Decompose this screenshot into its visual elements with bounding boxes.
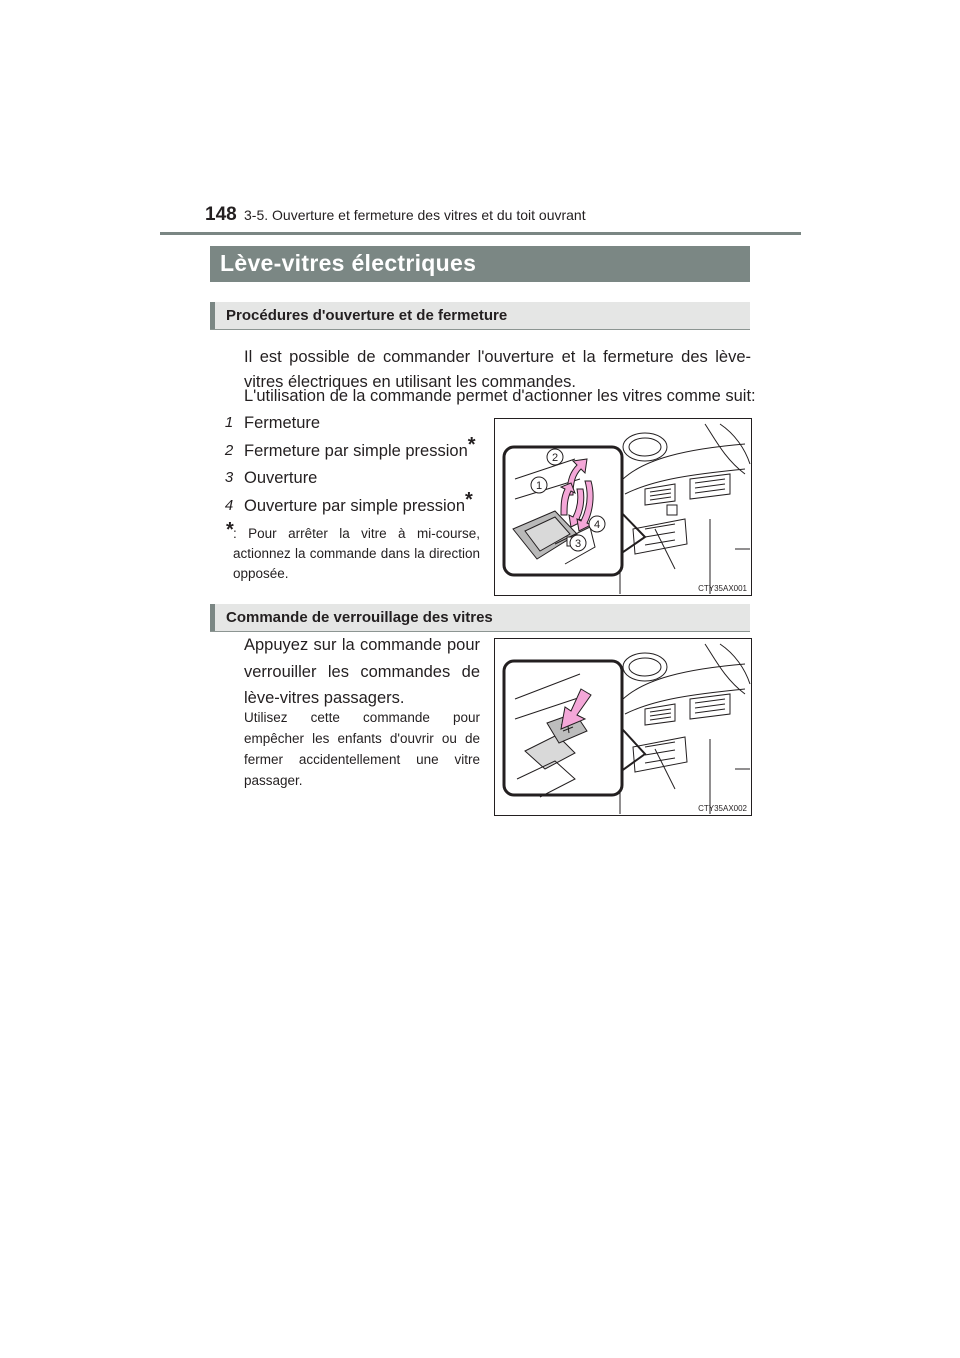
callout-2: 2 [551, 452, 559, 464]
lock-note: Utilisez cette commande pour empêcher les enfants d'ouvrir ou de fermer accidentellement une vitre passager. [244, 710, 480, 788]
step-star: * [467, 433, 476, 456]
step-star: * [465, 488, 473, 511]
figure-code: CTY35AX002 [698, 804, 747, 813]
subsection-title: Procédures d'ouverture et de fermeture [226, 307, 508, 324]
callout-1: 1 [535, 480, 543, 492]
footnote-star: * [226, 519, 234, 541]
window-lock-illustration [495, 639, 751, 815]
step-label: Fermeture [244, 414, 321, 432]
lock-paragraph: Appuyez sur la commande pour verrouiller les commandes de lève-vitres passagers. [244, 636, 480, 707]
step-number: 1 [224, 414, 234, 431]
subsection-title: Commande de verrouillage des vitres [226, 609, 493, 626]
intro-paragraph: Il est possible de commander l'ouverture et la fermeture des lève-vitres électriques en utilisant les commandes. [244, 348, 751, 391]
callout-3: 3 [574, 538, 582, 550]
step-number: 2 [224, 442, 234, 459]
figure-window-lock [494, 638, 752, 816]
subsection-header-open-close [210, 302, 750, 330]
step-label: Ouverture [244, 469, 318, 487]
step-number: 4 [224, 497, 234, 514]
subsection-header-window-lock [210, 604, 750, 632]
step-label: Ouverture par simple pression [244, 497, 466, 515]
header-rule [160, 232, 801, 235]
section-title-bar [210, 246, 750, 282]
footnote-text: : Pour arrêter la vitre à mi-course, actionnez la commande dans la direction opposée. [233, 526, 480, 581]
subsection-accent [210, 604, 215, 631]
intro-paragraph-2: L'utilisation de la commande permet d'actionner les vitres comme suit: [244, 387, 756, 405]
callout-4: 4 [593, 519, 601, 531]
step-label: Fermeture par simple pression [244, 442, 468, 460]
subsection-accent [210, 302, 215, 329]
section-title: Lève-vitres électriques [220, 250, 477, 276]
figure-code: CTY35AX001 [698, 584, 747, 593]
chapter-title: 3-5. Ouverture et fermeture des vitres et du toit ouvrant [244, 207, 586, 223]
page-number: 148 [205, 204, 237, 225]
window-switch-illustration [495, 419, 751, 595]
figure-window-switch [494, 418, 752, 596]
step-number: 3 [224, 469, 234, 486]
